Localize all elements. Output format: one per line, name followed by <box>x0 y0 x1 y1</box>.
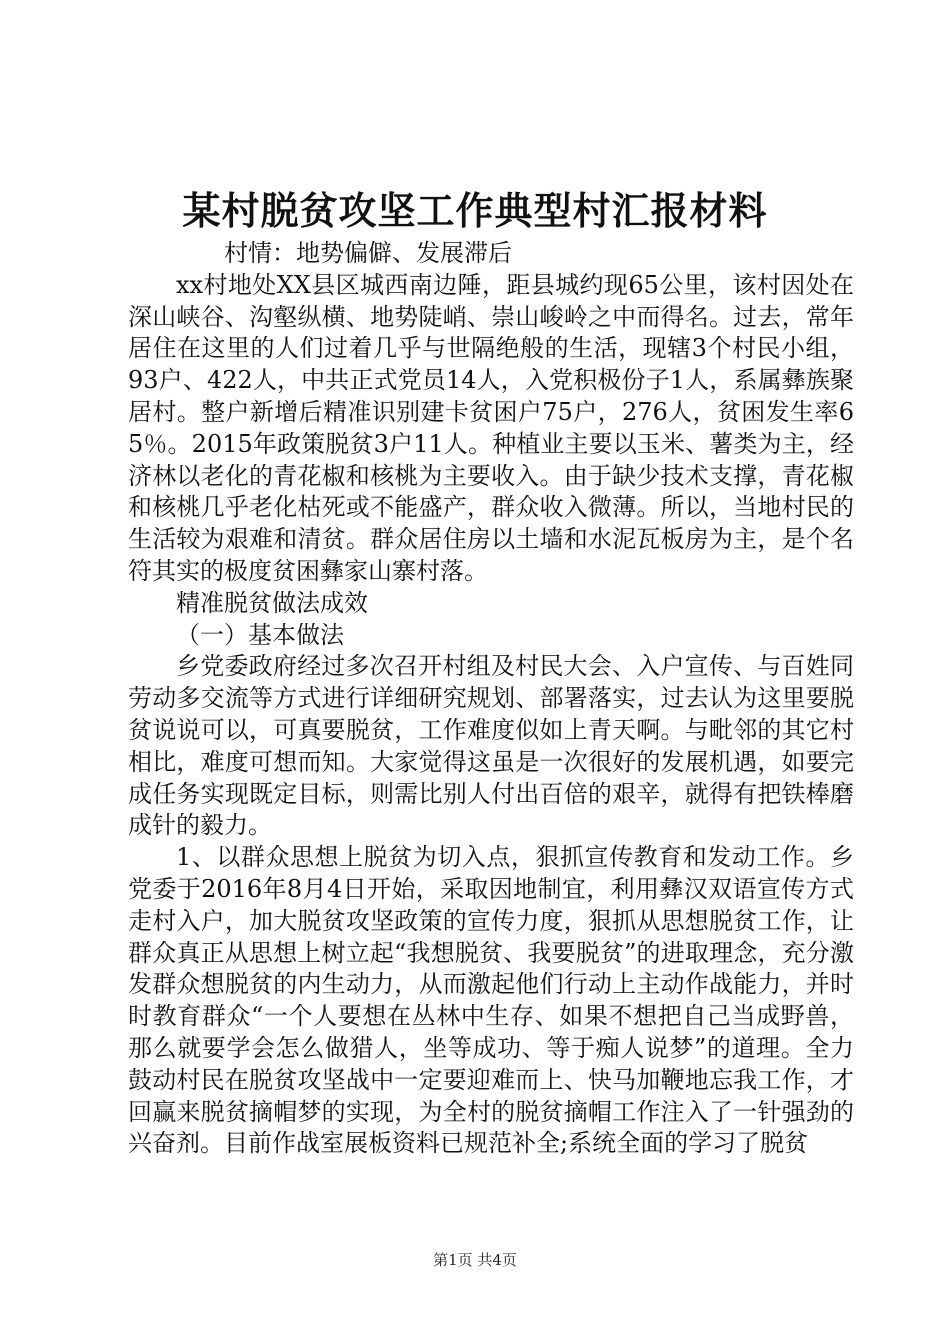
page-number-footer: 第1页 共4页 <box>433 1251 517 1269</box>
paragraph-basic-methods: 乡党委政府经过多次召开村组及村民大会、入户宣传、与百姓同劳动多交流等方式进行详细研究规划、部署落实，过去认为这里要脱贫说说可以，可真要脱贫，工作难度似如上青天啊。与毗邻的其它村相比，难度可想而知。大家觉得这虽是一次很好的发展机遇，如要完成任务实现既定目标，则需比别人付出百倍的艰辛，就得有把铁棒磨成针的毅力。 <box>128 652 854 840</box>
document-body <box>128 238 854 1160</box>
paragraph-item-1-ideological: 1、以群众思想上脱贫为切入点，狠抓宣传教育和发动工作。乡党委于2016年8月4日开始，采取因地制宜，利用彝汉双语宣传方式走村入户，加大脱贫攻坚政策的宣传力度，狠抓从思想脱贫工作，让群众真正从思想上树立起“我想脱贫、我要脱贫”的进取理念，充分激发群众想脱贫的内生动力，从而激起他们行动上主动作战能力，并时时教育群众“一个人要想在丛林中生存、如果不想把自己当成野兽，那么就要学会怎么做猎人，坐等成功、等于痴人说梦”的道理。全力鼓动村民在脱贫攻坚战中一定要迎难而上、快马加鞭地忘我工作，才回赢来脱贫摘帽梦的实现，为全村的脱贫摘帽工作注入了一针强劲的兴奋剂。目前作战室展板资料已规范补全;系统全面的学习了脱贫 <box>128 843 854 1158</box>
section-heading-poverty-measures: 精准脱贫做法成效 <box>176 588 368 617</box>
section-heading-village-situation: 村情：地势偏僻、发展滞后 <box>224 239 512 267</box>
paragraph-village-overview: xx村地处XX县区城西南边陲，距县城约现65公里，该村因处在深山峡谷、沟壑纵横、地势陡峭、崇山峻岭之中而得名。过去，常年居住在这里的人们过着几乎与世隔绝般的生活，现辖3个村民小组，93户、422人，中共正式党员14人，入党积极份子1人，系属彝族聚居村。整户新增后精准识别建卡贫困户75户，276人，贫困发生率65％。2015年政策脱贫3户11人。种植业主要以玉米、薯类为主，经济林以老化的青花椒和核桃为主要收入。由于缺少技术支撑，青花椒和核桃几乎老化枯死或不能盛产，群众收入微薄。所以，当地村民的生活较为艰难和清贫。群众居住房以土墙和水泥瓦板房为主，是个名符其实的极度贫困彝家山寨村落。 <box>128 270 854 585</box>
document-title: 某村脱贫攻坚工作典型村汇报材料 <box>182 189 768 233</box>
subsection-heading-basic-methods: （一）基本做法 <box>176 620 344 649</box>
